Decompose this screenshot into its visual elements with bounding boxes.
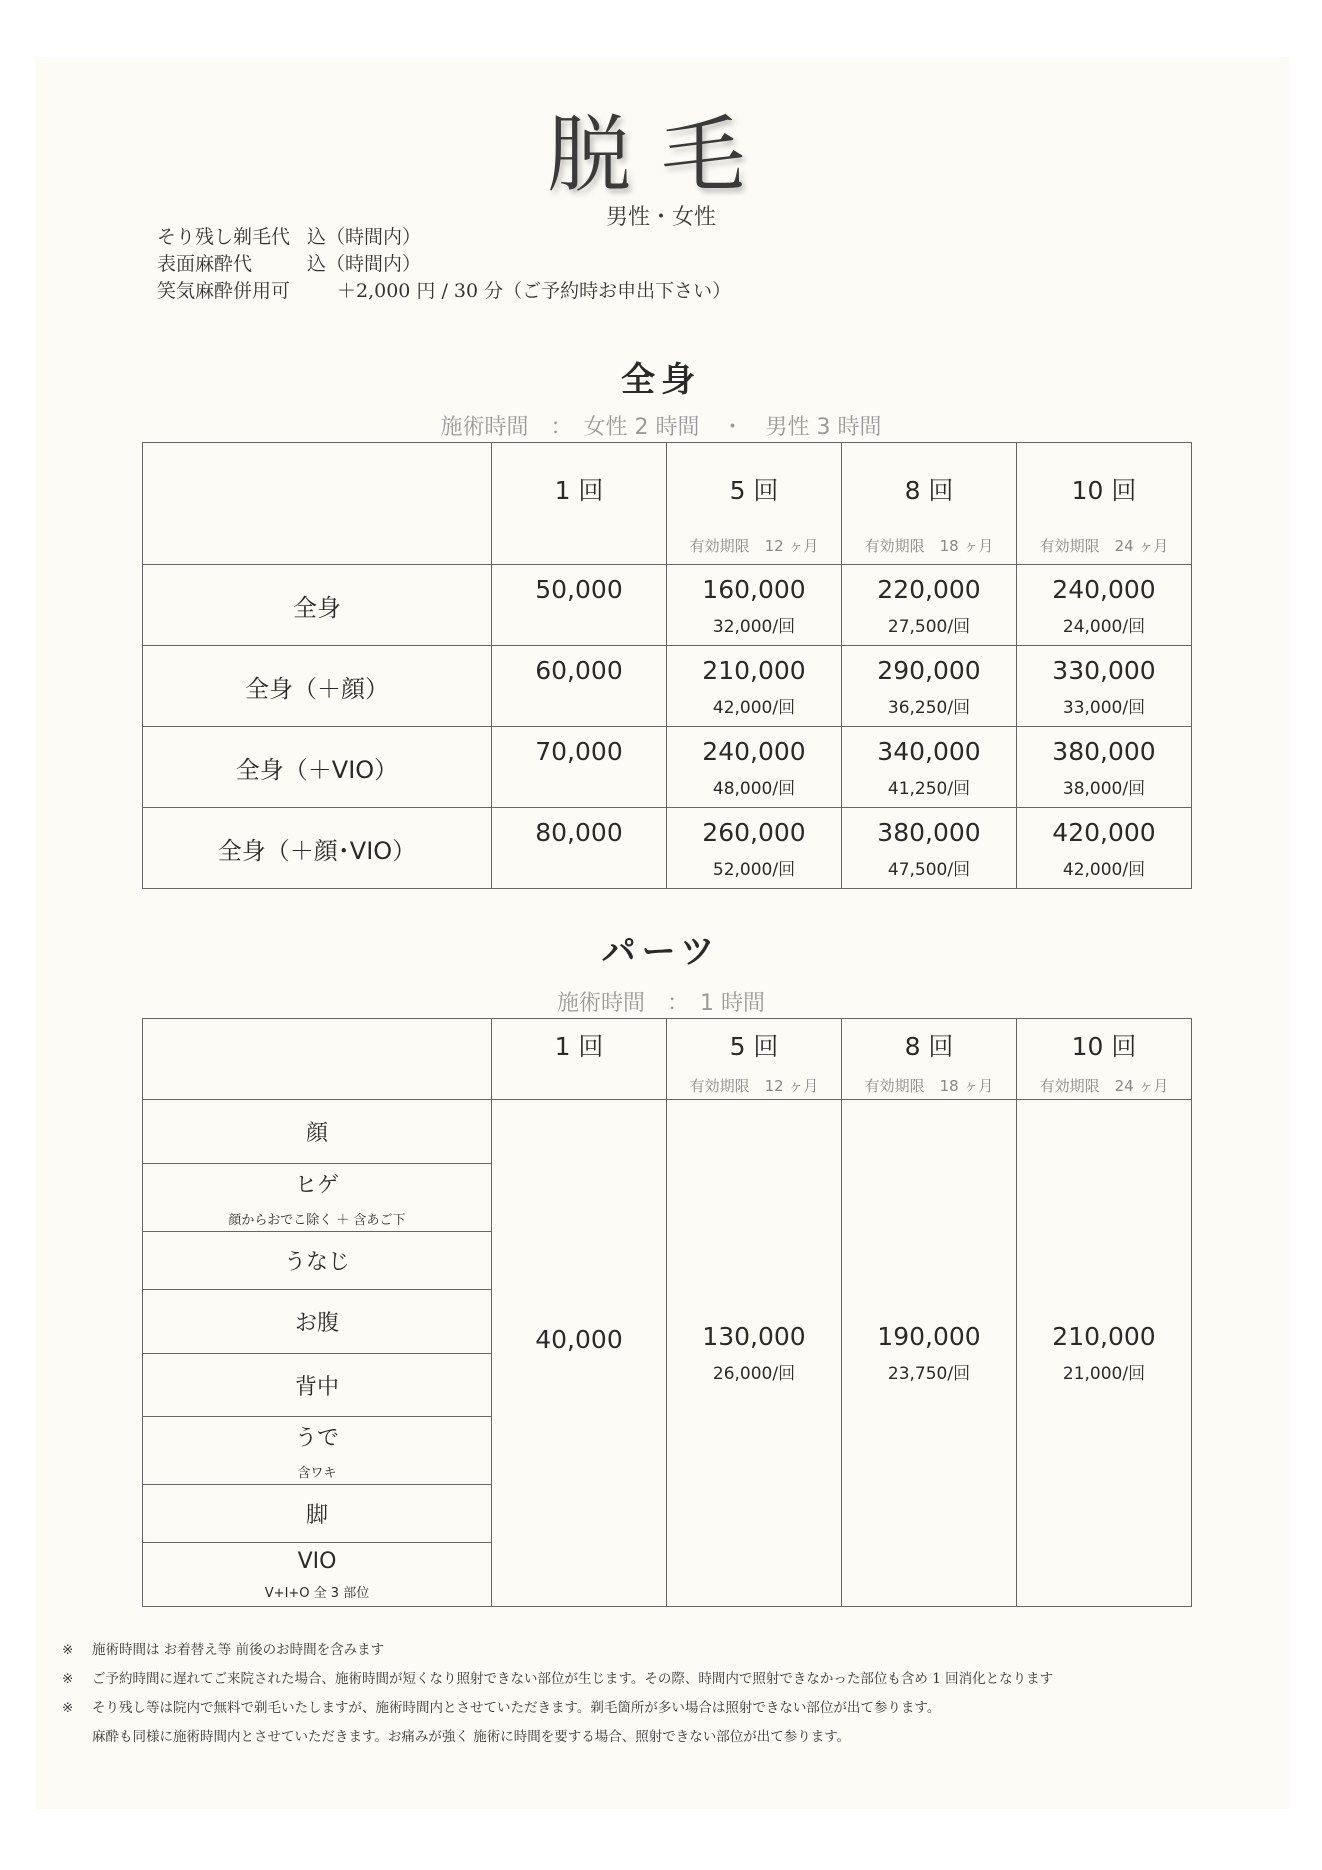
part-cell (143, 1164, 492, 1232)
price-cell (842, 727, 1017, 808)
parts-time: 施術時間 ： 1 時間 (557, 991, 765, 1016)
table-header-row (143, 1019, 1192, 1100)
table-row (143, 727, 1192, 808)
price-cell (492, 727, 667, 808)
part-label: 背中 (143, 1354, 492, 1417)
price-5: 260,000 (702, 818, 806, 847)
part-label: うで (294, 1425, 339, 1451)
row-label: 全身 (143, 565, 492, 646)
unit-price: 23,750/回 (887, 1364, 971, 1384)
price-cell (492, 646, 667, 727)
price-5: 240,000 (702, 737, 806, 766)
unit-price: 26,000/回 (712, 1364, 796, 1384)
price-cell (1017, 1100, 1192, 1607)
header-cell (842, 443, 1017, 565)
note-text: 麻酔も同様に施術時間内とさせていただきます。お痛みが強く 施術に時間を要する場合、照射できない部位が出て参ります。 (92, 1729, 851, 1745)
price-5: 160,000 (702, 575, 806, 604)
info-block (157, 224, 731, 305)
price-8: 220,000 (877, 575, 981, 604)
table-row (143, 1100, 1192, 1164)
session-count: 1 回 (554, 1032, 604, 1061)
expiry-label: 有効期限 18 ヶ月 (864, 537, 994, 555)
part-note: 含ワキ (297, 1465, 337, 1481)
note-text: そり残し等は院内で無料で剃毛いたしますが、施術時間内とさせていただきます。剃毛箇所が多い場合は照射できない部位が出て参ります。 (92, 1700, 941, 1716)
gender-subtitle: 男性・女性 (605, 205, 716, 230)
unit-price: 42,000/回 (1062, 860, 1146, 880)
full-body-time: 施術時間 ： 女性 2 時間 ・ 男性 3 時間 (440, 415, 882, 440)
full-body-title: 全身 (621, 360, 701, 400)
session-count: 8 回 (904, 1032, 954, 1061)
empty-header-cell (143, 1019, 492, 1100)
note-mark: ※ (62, 1671, 74, 1687)
price-cell (667, 646, 842, 727)
info-label: そり残し剃毛代 (157, 226, 291, 248)
header-cell (1017, 1019, 1192, 1100)
price-cell (1017, 646, 1192, 727)
footnote (62, 1723, 1053, 1752)
info-label: 表面麻酔代 (157, 253, 253, 275)
info-value: 込（時間内） (307, 253, 422, 275)
footnote (62, 1636, 1053, 1665)
expiry-label: 有効期限 24 ヶ月 (1039, 1077, 1169, 1095)
expiry-label: 有効期限 12 ヶ月 (689, 1077, 819, 1095)
price-cell (667, 565, 842, 646)
row-label: 全身（＋顔･VIO） (143, 808, 492, 889)
info-value: ＋2,000 円 / 30 分（ご予約時お申出下さい） (337, 280, 732, 302)
part-label: 脚 (143, 1485, 492, 1543)
expiry-label: 有効期限 12 ヶ月 (689, 537, 819, 555)
footnote (62, 1694, 1053, 1723)
note-mark: ※ (62, 1700, 74, 1716)
price-1: 60,000 (535, 656, 623, 685)
price-8: 340,000 (877, 737, 981, 766)
price-cell (492, 565, 667, 646)
part-label: 顔 (143, 1100, 492, 1164)
part-label: VIO (297, 1548, 337, 1574)
info-label: 笑気麻酔併用可 (157, 280, 291, 302)
price-10: 240,000 (1052, 575, 1156, 604)
price-10: 210,000 (1052, 1322, 1156, 1351)
unit-price: 36,250/回 (887, 698, 971, 718)
price-cell (842, 1100, 1017, 1607)
info-value: 込（時間内） (307, 226, 422, 248)
price-cell (667, 808, 842, 889)
part-label: ヒゲ (294, 1172, 339, 1198)
price-cell (492, 808, 667, 889)
parts-title: パーツ (601, 932, 721, 972)
unit-price: 33,000/回 (1062, 698, 1146, 718)
price-cell (842, 808, 1017, 889)
price-10: 330,000 (1052, 656, 1156, 685)
price-1: 50,000 (535, 575, 623, 604)
price-cell (667, 727, 842, 808)
unit-price: 52,000/回 (712, 860, 796, 880)
info-row (157, 278, 731, 305)
unit-price: 42,000/回 (712, 698, 796, 718)
session-count: 8 回 (904, 476, 954, 505)
unit-price: 32,000/回 (712, 617, 796, 637)
footnotes (62, 1636, 1053, 1752)
session-count: 1 回 (554, 476, 604, 505)
price-5: 210,000 (702, 656, 806, 685)
unit-price: 48,000/回 (712, 779, 796, 799)
session-count: 5 回 (729, 476, 779, 505)
empty-header-cell (143, 443, 492, 565)
part-cell (143, 1543, 492, 1607)
unit-price: 47,500/回 (887, 860, 971, 880)
table-row (143, 808, 1192, 889)
price-cell (842, 646, 1017, 727)
unit-price: 38,000/回 (1062, 779, 1146, 799)
session-count: 10 回 (1071, 1032, 1137, 1061)
unit-price: 27,500/回 (887, 617, 971, 637)
info-row (157, 224, 731, 251)
expiry-label: 有効期限 18 ヶ月 (864, 1077, 994, 1095)
price-10: 420,000 (1052, 818, 1156, 847)
page-title: 脱毛 (546, 106, 775, 204)
expiry-label: 有効期限 24 ヶ月 (1039, 537, 1169, 555)
price-cell (1017, 727, 1192, 808)
price-8: 290,000 (877, 656, 981, 685)
session-count: 5 回 (729, 1032, 779, 1061)
parts-price-table (142, 1018, 1192, 1607)
price-1: 40,000 (535, 1324, 623, 1354)
header-cell (667, 1019, 842, 1100)
header-cell (492, 443, 667, 565)
full-body-price-table (142, 442, 1192, 889)
price-1: 80,000 (535, 818, 623, 847)
price-cell (1017, 565, 1192, 646)
price-10: 380,000 (1052, 737, 1156, 766)
part-cell (143, 1417, 492, 1485)
note-mark: ※ (62, 1642, 74, 1658)
price-cell (842, 565, 1017, 646)
row-label: 全身（＋VIO） (143, 727, 492, 808)
header-cell (492, 1019, 667, 1100)
part-note: 顔からおでこ除く ＋ 含あご下 (228, 1212, 406, 1228)
price-cell (492, 1100, 667, 1607)
part-label: うなじ (143, 1232, 492, 1290)
price-8: 380,000 (877, 818, 981, 847)
price-1: 70,000 (535, 737, 623, 766)
info-row (157, 251, 731, 278)
session-count: 10 回 (1071, 476, 1137, 505)
price-8: 190,000 (877, 1322, 981, 1351)
unit-price: 24,000/回 (1062, 617, 1146, 637)
price-5: 130,000 (702, 1322, 806, 1351)
header-cell (667, 443, 842, 565)
price-cell (667, 1100, 842, 1607)
price-cell (1017, 808, 1192, 889)
note-text: 施術時間は お着替え等 前後のお時間を含みます (92, 1642, 385, 1658)
part-note: V+I+O 全 3 部位 (264, 1585, 370, 1601)
table-header-row (143, 443, 1192, 565)
unit-price: 41,250/回 (887, 779, 971, 799)
footnote (62, 1665, 1053, 1694)
part-label: お腹 (143, 1290, 492, 1354)
header-cell (842, 1019, 1017, 1100)
table-row (143, 565, 1192, 646)
unit-price: 21,000/回 (1062, 1364, 1146, 1384)
note-text: ご予約時間に遅れてご来院された場合、施術時間が短くなり照射できない部位が生じます。その際、時間内で照射できなかった部位も含め 1 回消化となります (92, 1671, 1054, 1687)
header-cell (1017, 443, 1192, 565)
row-label: 全身（＋顔） (143, 646, 492, 727)
table-row (143, 646, 1192, 727)
